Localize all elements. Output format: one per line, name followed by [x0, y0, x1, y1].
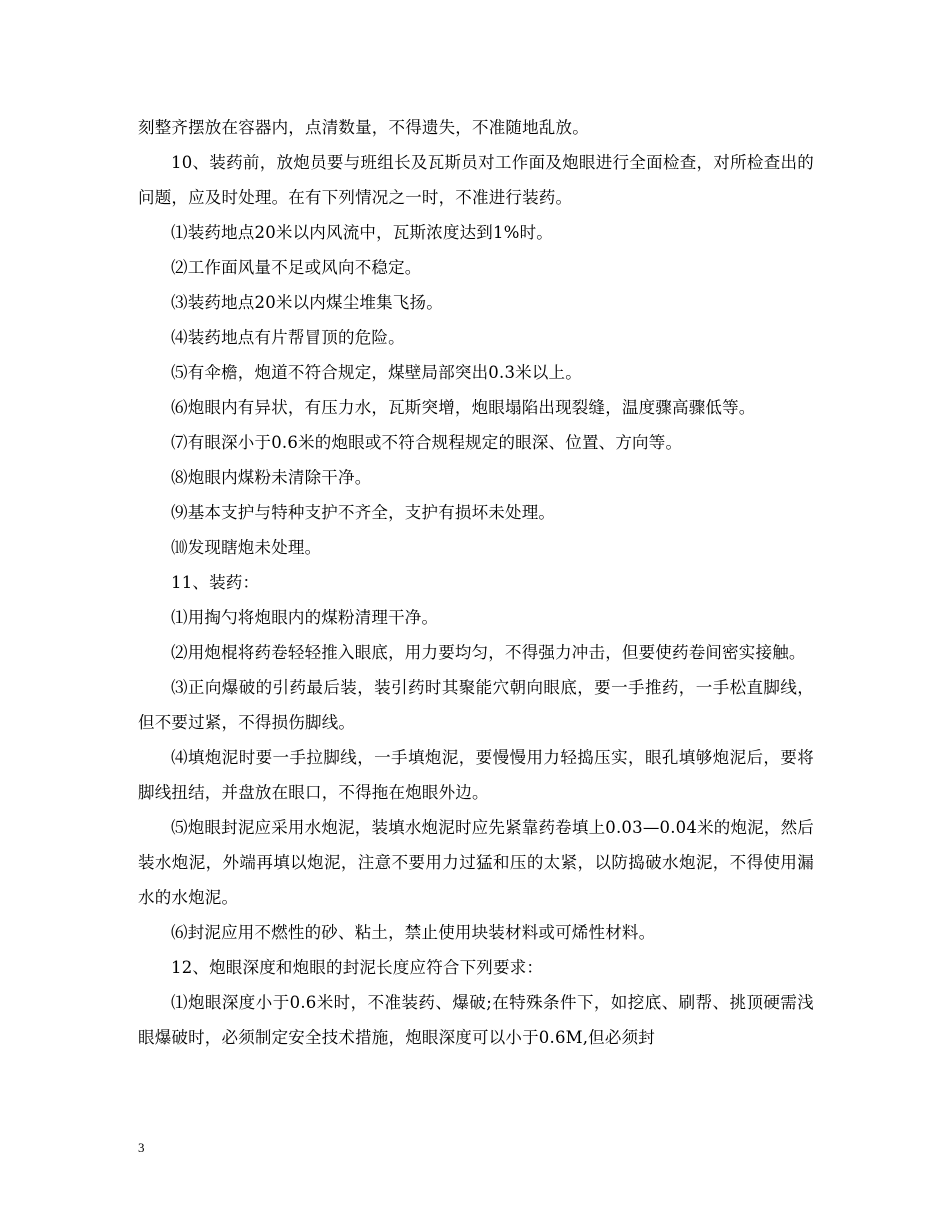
paragraph: ⑴用掏勺将炮眼内的煤粉清理干净。 [171, 608, 439, 627]
paragraph: ⑹炮眼内有异状，有压力水，瓦斯突增，炮眼塌陷出现裂缝，温度骤高骤低等。 [171, 398, 756, 417]
paragraph: ⑵工作面风量不足或风向不稳定。 [171, 258, 422, 277]
paragraph: ⑴装药地点20米以内风流中，瓦斯浓度达到1%时。 [171, 223, 553, 242]
paragraph: ⑸有伞檐，炮道不符合规定，煤壁局部突出0.3米以上。 [171, 363, 582, 382]
page-number: 3 [138, 1140, 145, 1155]
paragraph: 11、装药： [171, 573, 260, 592]
paragraph: 12、炮眼深度和炮眼的封泥长度应符合下列要求： [171, 958, 544, 977]
paragraph: ⑶装药地点20米以内煤尘堆集飞扬。 [171, 293, 443, 312]
paragraph: 10、装药前，放炮员要与班组长及瓦斯员对工作面及炮眼进行全面检查，对所检查出的问题，应及时处理。在有下列情况之一时，不准进行装药。 [138, 153, 814, 207]
document-body [138, 110, 814, 1055]
paragraph: ⑽发现瞎炮未处理。 [171, 538, 322, 557]
paragraph: ⑸炮眼封泥应采用水炮泥，装填水炮泥时应先紧靠药卷填上0.03—0.04米的炮泥，然后装水炮泥，外端再填以炮泥，注意不要用力过猛和压的太紧，以防捣破水炮泥，不得使用漏水的水炮泥。 [138, 818, 814, 907]
paragraph: ⑺有眼深小于0.6米的炮眼或不符合规程规定的眼深、位置、方向等。 [171, 433, 683, 452]
paragraph: ⑷装药地点有片帮冒顶的危险。 [171, 328, 405, 347]
paragraph: 刻整齐摆放在容器内，点清数量，不得遗失，不准随地乱放。 [138, 118, 589, 137]
paragraph: ⑴炮眼深度小于0.6米时，不准装药、爆破;在特殊条件下，如挖底、刷帮、挑顶硬需浅眼爆破时，必须制定安全技术措施，炮眼深度可以小于0.6M,但必须封 [138, 993, 814, 1047]
paragraph: ⑵用炮棍将药卷轻轻推入眼底，用力要均匀，不得强力冲击，但要使药卷间密实接触。 [171, 643, 806, 662]
paragraph: ⑼基本支护与特种支护不齐全，支护有损坏未处理。 [171, 503, 556, 522]
paragraph: ⑶正向爆破的引药最后装，装引药时其聚能穴朝向眼底，要一手推药，一手松直脚线，但不要过紧，不得损伤脚线。 [138, 678, 814, 732]
paragraph: ⑹封泥应用不燃性的砂、粘土，禁止使用块装材料或可烯性材料。 [171, 923, 656, 942]
paragraph: ⑷填炮泥时要一手拉脚线，一手填炮泥，要慢慢用力轻捣压实，眼孔填够炮泥后，要将脚线扭结，并盘放在眼口，不得拖在炮眼外边。 [138, 748, 814, 802]
paragraph: ⑻炮眼内煤粉未清除干净。 [171, 468, 372, 487]
